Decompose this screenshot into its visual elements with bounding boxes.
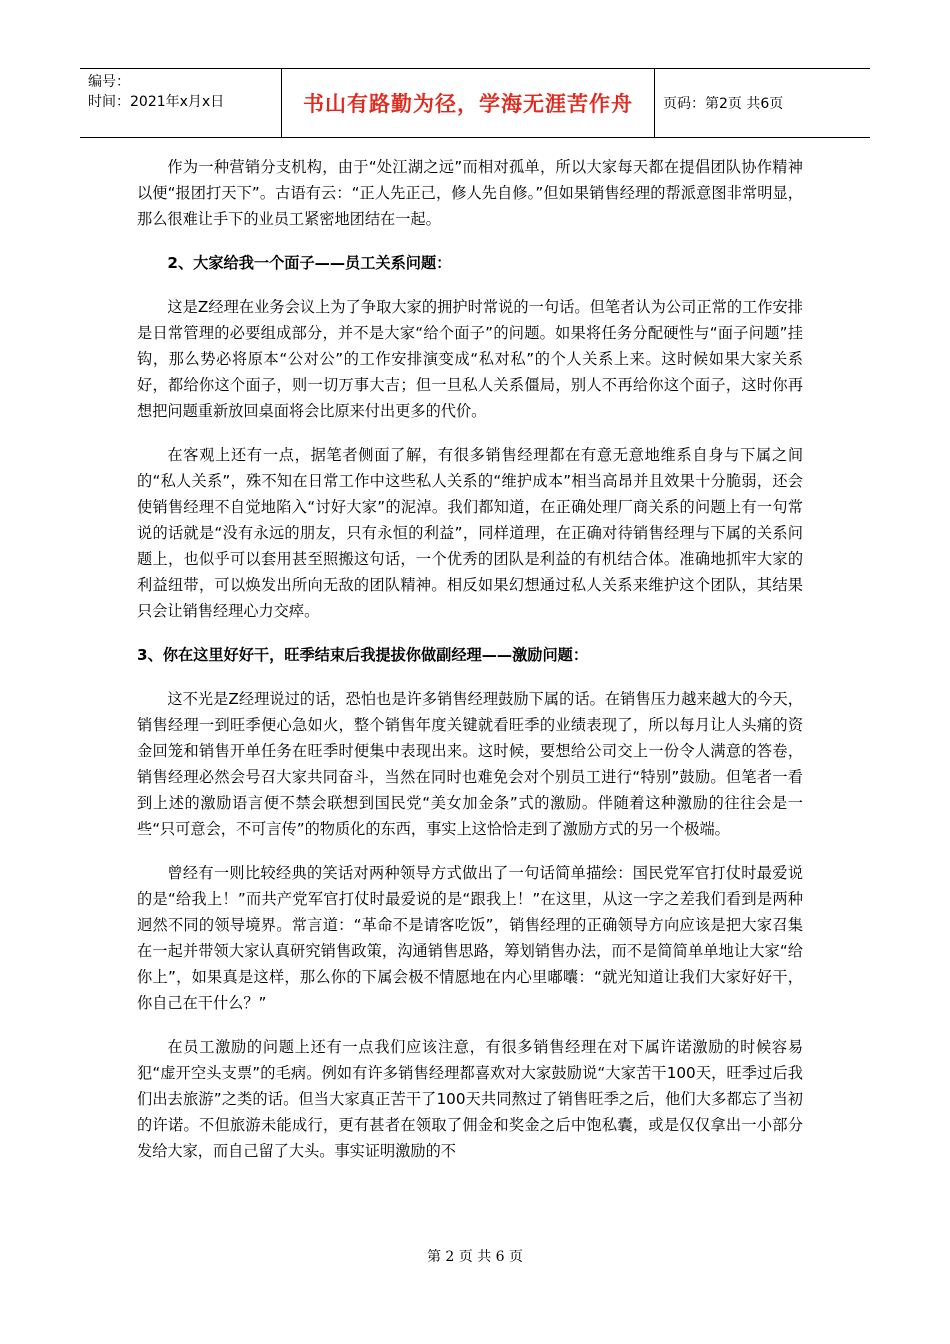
header-motto: 书山有路勤为径，学海无涯苦作舟 <box>282 69 655 137</box>
page-footer: 第 2 页 共 6 页 <box>426 1249 524 1265</box>
paragraph: 在员工激励的问题上还有一点我们应该注意，有很多销售经理在对下属许诺激励的时候容易犯“虚开空头支票”的毛病。例如有许多销售经理都喜欢对大家鼓励说“大家苦干100天，旺季过后我们出去旅游”之类的话。但当大家真正苦干了100天共同熬过了销售旺季之后，他们大多都忘了当初的许诺。不但旅游未能成行，更有甚者在领取了佣金和奖金之后中饱私囊，或是仅仅拿出一小部分发给大家，而自己留了大头。事实证明激励的不 <box>137 1038 803 1160</box>
paragraph: 作为一种营销分支机构，由于“处江湖之远”而相对孤单，所以大家每天都在提倡团队协作精神以便“报团打天下”。古语有云：“正人先正己，修人先自修。”但如果销售经理的帮派意图非常明显，那么很难让手下的业员工紧密地团结在一起。 <box>137 158 803 228</box>
section-heading-3: 3、你在这里好好干，旺季结束后我提拔你做副经理——激励问题： <box>137 646 589 664</box>
header-meta <box>80 69 282 137</box>
paragraph: 这不光是Z经理说过的话，恐怕也是许多销售经理鼓励下属的话。在销售压力越来越大的今天，销售经理一到旺季便心急如火，整个销售年度关键就看旺季的业绩表现了，所以每月让人头痛的资金回笼和销售开单任务在旺季时便集中表现出来。这时候，要想给公司交上一份令人满意的答卷，销售经理必然会号召大家共同奋斗，当然在同时也难免会对个别员工进行“特别”鼓励。但笔者一看到上述的激励语言便不禁会联想到国民党“美女加金条”式的激励。伴随着这种激励的往往会是一些“只可意会，不可言传”的物质化的东西，事实上这恰恰走到了激励方式的另一个极端。 <box>137 690 803 838</box>
paragraph: 曾经有一则比较经典的笑话对两种领导方式做出了一句话简单描绘：国民党军官打仗时最爱说的是“给我上！”而共产党军官打仗时最爱说的是“跟我上！”在这里，从这一字之差我们看到是两种迥然不同的领导境界。常言道：“革命不是请客吃饭”，销售经理的正确领导方向应该是把大家召集在一起并带领大家认真研究销售政策，沟通销售思路，筹划销售办法，而不是简简单单地让大家“给你上”，如果真是这样，那么你的下属会极不情愿地在内心里嘟囔：“就光知道让我们大家好好干，你自己在干什么？” <box>137 864 803 1012</box>
section-heading-2: 2、大家给我一个面子——员工关系问题： <box>167 254 452 272</box>
document-date-label: 时间：2021年x月x日 <box>88 94 225 110</box>
paragraph: 在客观上还有一点，据笔者侧面了解，有很多销售经理都在有意无意地维系自身与下属之间的“私人关系”，殊不知在日常工作中这些私人关系的“维护成本”相当高昂并且效果十分脆弱，还会使销售经理不自觉地陷入“讨好大家”的泥淖。我们都知道，在正确处理厂商关系的问题上有一句常说的话就是“没有永远的朋友，只有永恒的利益”，同样道理，在正确对待销售经理与下属的关系问题上，也似乎可以套用甚至照搬这句话，一个优秀的团队是利益的有机结合体。准确地抓牢大家的利益纽带，可以焕发出所向无敌的团队精神。相反如果幻想通过私人关系来维护这个团队，其结果只会让销售经理心力交瘁。 <box>137 446 803 620</box>
page-header <box>80 68 870 138</box>
document-body <box>137 154 803 1182</box>
paragraph: 这是Z经理在业务会议上为了争取大家的拥护时常说的一句话。但笔者认为公司正常的工作安排是日常管理的必要组成部分，并不是大家“给个面子”的问题。如果将任务分配硬性与“面子问题”挂钩，那么势必将原本“公对公”的工作安排演变成“私对私”的个人关系上来。这时候如果大家关系好，都给你这个面子，则一切万事大吉；但一旦私人关系僵局，别人不再给你这个面子，这时你再想把问题重新放回桌面将会比原来付出更多的代价。 <box>137 298 803 420</box>
document-number-label: 编号： <box>88 74 130 90</box>
header-page-info: 页码：第2页 共6页 <box>663 96 784 112</box>
